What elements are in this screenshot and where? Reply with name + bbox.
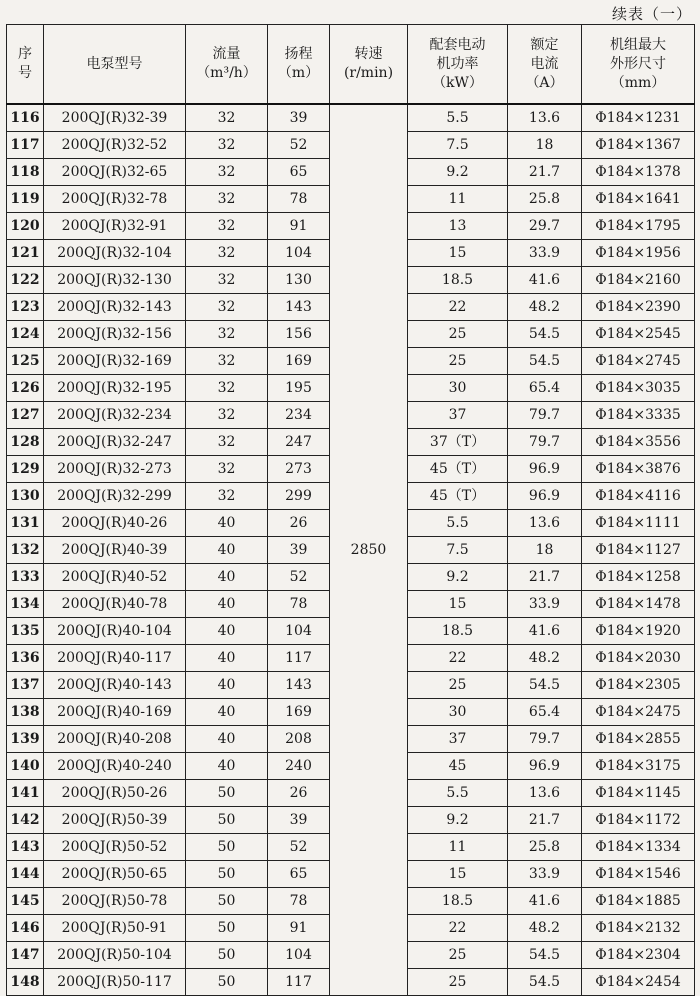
cell-current: 79.7 [508, 402, 582, 429]
cell-flow: 32 [186, 213, 268, 240]
cell-model: 200QJ(R)50-26 [44, 780, 186, 807]
cell-model: 200QJ(R)32-247 [44, 429, 186, 456]
cell-seq: 136 [7, 645, 44, 672]
cell-flow: 40 [186, 564, 268, 591]
cell-head: 130 [268, 267, 330, 294]
cell-seq: 140 [7, 753, 44, 780]
cell-flow: 32 [186, 456, 268, 483]
cell-current: 13.6 [508, 780, 582, 807]
cell-power: 11 [408, 834, 508, 861]
cell-dimensions: Φ184×2545 [582, 321, 695, 348]
cell-dimensions: Φ184×3335 [582, 402, 695, 429]
cell-dimensions: Φ184×2304 [582, 942, 695, 969]
cell-power: 37 [408, 402, 508, 429]
cell-head: 104 [268, 240, 330, 267]
cell-dimensions: Φ184×1127 [582, 537, 695, 564]
cell-seq: 125 [7, 348, 44, 375]
cell-model: 200QJ(R)32-52 [44, 132, 186, 159]
cell-model: 200QJ(R)32-195 [44, 375, 186, 402]
cell-flow: 50 [186, 834, 268, 861]
header-current [508, 25, 582, 105]
cell-model: 200QJ(R)50-39 [44, 807, 186, 834]
cell-seq: 126 [7, 375, 44, 402]
cell-head: 39 [268, 537, 330, 564]
cell-dimensions: Φ184×2454 [582, 969, 695, 996]
cell-power: 5.5 [408, 780, 508, 807]
cell-current: 65.4 [508, 375, 582, 402]
cell-head: 65 [268, 159, 330, 186]
cell-seq: 148 [7, 969, 44, 996]
cell-flow: 32 [186, 240, 268, 267]
cell-dimensions: Φ184×1258 [582, 564, 695, 591]
cell-model: 200QJ(R)32-143 [44, 294, 186, 321]
cell-dimensions: Φ184×1172 [582, 807, 695, 834]
cell-current: 13.6 [508, 510, 582, 537]
cell-head: 117 [268, 969, 330, 996]
cell-flow: 32 [186, 294, 268, 321]
cell-dimensions: Φ184×3035 [582, 375, 695, 402]
cell-flow: 32 [186, 104, 268, 132]
cell-seq: 145 [7, 888, 44, 915]
cell-seq: 117 [7, 132, 44, 159]
cell-current: 21.7 [508, 159, 582, 186]
header-dimensions [582, 25, 695, 105]
cell-flow: 32 [186, 267, 268, 294]
cell-current: 96.9 [508, 753, 582, 780]
cell-current: 25.8 [508, 834, 582, 861]
header-model [44, 25, 186, 105]
header-current-line: 电流 [530, 55, 559, 72]
cell-power: 7.5 [408, 132, 508, 159]
cell-power: 30 [408, 375, 508, 402]
cell-dimensions: Φ184×2160 [582, 267, 695, 294]
cell-dimensions: Φ184×1546 [582, 861, 695, 888]
cell-power: 45（T） [408, 483, 508, 510]
cell-model: 200QJ(R)32-91 [44, 213, 186, 240]
cell-model: 200QJ(R)50-117 [44, 969, 186, 996]
cell-model: 200QJ(R)40-240 [44, 753, 186, 780]
cell-flow: 50 [186, 915, 268, 942]
cell-power: 30 [408, 699, 508, 726]
cell-current: 18 [508, 537, 582, 564]
cell-seq: 123 [7, 294, 44, 321]
cell-dimensions: Φ184×1334 [582, 834, 695, 861]
cell-power: 9.2 [408, 564, 508, 591]
continued-label: 续表（一） [611, 5, 692, 23]
cell-dimensions: Φ184×1956 [582, 240, 695, 267]
cell-model: 200QJ(R)40-26 [44, 510, 186, 537]
cell-flow: 32 [186, 483, 268, 510]
cell-current: 18 [508, 132, 582, 159]
header-power-line: （kW） [432, 74, 483, 91]
cell-seq: 121 [7, 240, 44, 267]
cell-dimensions: Φ184×2305 [582, 672, 695, 699]
cell-model: 200QJ(R)40-39 [44, 537, 186, 564]
cell-power: 37（T） [408, 429, 508, 456]
cell-head: 39 [268, 104, 330, 132]
cell-head: 169 [268, 699, 330, 726]
cell-seq: 118 [7, 159, 44, 186]
cell-dimensions: Φ184×1795 [582, 213, 695, 240]
cell-dimensions: Φ184×2030 [582, 645, 695, 672]
cell-power: 25 [408, 321, 508, 348]
cell-model: 200QJ(R)32-234 [44, 402, 186, 429]
cell-current: 41.6 [508, 267, 582, 294]
cell-current: 79.7 [508, 726, 582, 753]
cell-current: 29.7 [508, 213, 582, 240]
cell-dimensions: Φ184×2390 [582, 294, 695, 321]
cell-head: 299 [268, 483, 330, 510]
cell-flow: 40 [186, 591, 268, 618]
cell-current: 48.2 [508, 294, 582, 321]
cell-model: 200QJ(R)50-78 [44, 888, 186, 915]
cell-head: 104 [268, 942, 330, 969]
header-dimensions-line: 外形尺寸 [610, 55, 666, 72]
cell-model: 200QJ(R)32-78 [44, 186, 186, 213]
header-seq-line: 号 [18, 65, 32, 81]
header-speed-line: 转速 [354, 46, 383, 62]
cell-seq: 122 [7, 267, 44, 294]
cell-head: 52 [268, 132, 330, 159]
cell-seq: 132 [7, 537, 44, 564]
cell-power: 25 [408, 942, 508, 969]
cell-flow: 40 [186, 726, 268, 753]
header-seq-line: 序 [18, 46, 32, 62]
header-model-line: 电泵型号 [86, 55, 143, 72]
cell-dimensions: Φ184×2855 [582, 726, 695, 753]
header-flow-line: （m³/h） [196, 65, 257, 81]
cell-seq: 130 [7, 483, 44, 510]
cell-flow: 40 [186, 753, 268, 780]
cell-seq: 141 [7, 780, 44, 807]
cell-model: 200QJ(R)40-78 [44, 591, 186, 618]
cell-head: 26 [268, 510, 330, 537]
cell-seq: 116 [7, 104, 44, 132]
cell-model: 200QJ(R)40-52 [44, 564, 186, 591]
cell-flow: 32 [186, 429, 268, 456]
cell-power: 25 [408, 969, 508, 996]
cell-current: 65.4 [508, 699, 582, 726]
header-dimensions-line: 机组最大 [610, 36, 666, 53]
header-speed-line: (r/min) [343, 65, 394, 81]
cell-dimensions: Φ184×1111 [582, 510, 695, 537]
header-current-line: 额定 [530, 36, 559, 53]
header-power-line: 机功率 [436, 55, 479, 72]
cell-dimensions: Φ184×1367 [582, 132, 695, 159]
cell-current: 79.7 [508, 429, 582, 456]
table-row [7, 104, 695, 132]
cell-dimensions: Φ184×1641 [582, 186, 695, 213]
header-head-line: 扬程 [284, 46, 313, 62]
cell-flow: 50 [186, 942, 268, 969]
cell-current: 13.6 [508, 104, 582, 132]
cell-seq: 137 [7, 672, 44, 699]
header-speed [330, 25, 408, 105]
cell-model: 200QJ(R)50-65 [44, 861, 186, 888]
cell-head: 234 [268, 402, 330, 429]
cell-flow: 40 [186, 645, 268, 672]
cell-head: 240 [268, 753, 330, 780]
cell-power: 22 [408, 294, 508, 321]
cell-flow: 32 [186, 348, 268, 375]
cell-flow: 32 [186, 132, 268, 159]
cell-flow: 32 [186, 159, 268, 186]
cell-dimensions: Φ184×2745 [582, 348, 695, 375]
cell-flow: 40 [186, 618, 268, 645]
cell-dimensions: Φ184×3556 [582, 429, 695, 456]
cell-power: 18.5 [408, 267, 508, 294]
header-seq [7, 25, 44, 105]
cell-head: 117 [268, 645, 330, 672]
cell-current: 48.2 [508, 645, 582, 672]
cell-seq: 143 [7, 834, 44, 861]
cell-flow: 50 [186, 780, 268, 807]
cell-dimensions: Φ184×1478 [582, 591, 695, 618]
cell-model: 200QJ(R)32-65 [44, 159, 186, 186]
cell-seq: 127 [7, 402, 44, 429]
header-flow [186, 25, 268, 105]
cell-current: 96.9 [508, 483, 582, 510]
cell-seq: 144 [7, 861, 44, 888]
cell-model: 200QJ(R)32-169 [44, 348, 186, 375]
cell-model: 200QJ(R)32-273 [44, 456, 186, 483]
cell-flow: 50 [186, 807, 268, 834]
cell-head: 52 [268, 564, 330, 591]
cell-head: 26 [268, 780, 330, 807]
cell-power: 9.2 [408, 807, 508, 834]
cell-flow: 32 [186, 402, 268, 429]
header-flow-line: 流量 [212, 46, 241, 62]
cell-flow: 50 [186, 861, 268, 888]
cell-model: 200QJ(R)40-169 [44, 699, 186, 726]
cell-current: 25.8 [508, 186, 582, 213]
cell-head: 78 [268, 186, 330, 213]
cell-head: 91 [268, 213, 330, 240]
cell-model: 200QJ(R)32-299 [44, 483, 186, 510]
pump-spec-table [6, 24, 695, 996]
cell-current: 54.5 [508, 942, 582, 969]
cell-power: 11 [408, 186, 508, 213]
cell-seq: 135 [7, 618, 44, 645]
cell-power: 45 [408, 753, 508, 780]
cell-current: 54.5 [508, 321, 582, 348]
cell-head: 143 [268, 672, 330, 699]
cell-flow: 32 [186, 186, 268, 213]
cell-power: 18.5 [408, 888, 508, 915]
cell-head: 208 [268, 726, 330, 753]
cell-seq: 138 [7, 699, 44, 726]
cell-power: 5.5 [408, 104, 508, 132]
cell-head: 52 [268, 834, 330, 861]
cell-power: 25 [408, 348, 508, 375]
cell-power: 15 [408, 591, 508, 618]
cell-model: 200QJ(R)40-117 [44, 645, 186, 672]
cell-seq: 139 [7, 726, 44, 753]
cell-head: 156 [268, 321, 330, 348]
cell-dimensions: Φ184×1231 [582, 104, 695, 132]
cell-seq: 120 [7, 213, 44, 240]
cell-flow: 32 [186, 321, 268, 348]
cell-seq: 146 [7, 915, 44, 942]
cell-flow: 40 [186, 699, 268, 726]
cell-model: 200QJ(R)40-208 [44, 726, 186, 753]
cell-model: 200QJ(R)32-104 [44, 240, 186, 267]
cell-dimensions: Φ184×1145 [582, 780, 695, 807]
cell-current: 33.9 [508, 861, 582, 888]
cell-current: 41.6 [508, 618, 582, 645]
cell-dimensions: Φ184×3175 [582, 753, 695, 780]
cell-head: 91 [268, 915, 330, 942]
cell-current: 33.9 [508, 240, 582, 267]
cell-head: 78 [268, 888, 330, 915]
cell-dimensions: Φ184×4116 [582, 483, 695, 510]
cell-power: 7.5 [408, 537, 508, 564]
cell-model: 200QJ(R)32-156 [44, 321, 186, 348]
cell-power: 45（T） [408, 456, 508, 483]
cell-dimensions: Φ184×1920 [582, 618, 695, 645]
cell-power: 22 [408, 645, 508, 672]
cell-head: 39 [268, 807, 330, 834]
header-head [268, 25, 330, 105]
cell-current: 48.2 [508, 915, 582, 942]
cell-flow: 40 [186, 672, 268, 699]
cell-flow: 50 [186, 969, 268, 996]
cell-power: 18.5 [408, 618, 508, 645]
cell-current: 21.7 [508, 807, 582, 834]
cell-model: 200QJ(R)50-52 [44, 834, 186, 861]
cell-current: 96.9 [508, 456, 582, 483]
header-power-line: 配套电动 [429, 36, 486, 53]
cell-flow: 32 [186, 375, 268, 402]
cell-head: 247 [268, 429, 330, 456]
cell-power: 9.2 [408, 159, 508, 186]
cell-current: 41.6 [508, 888, 582, 915]
cell-power: 37 [408, 726, 508, 753]
cell-power: 15 [408, 861, 508, 888]
cell-seq: 133 [7, 564, 44, 591]
cell-model: 200QJ(R)50-104 [44, 942, 186, 969]
cell-seq: 147 [7, 942, 44, 969]
cell-power: 22 [408, 915, 508, 942]
cell-model: 200QJ(R)32-39 [44, 104, 186, 132]
cell-dimensions: Φ184×2475 [582, 699, 695, 726]
header-current-line: （A） [525, 74, 564, 91]
cell-current: 54.5 [508, 672, 582, 699]
cell-model: 200QJ(R)50-91 [44, 915, 186, 942]
cell-power: 25 [408, 672, 508, 699]
cell-seq: 129 [7, 456, 44, 483]
cell-head: 273 [268, 456, 330, 483]
cell-head: 169 [268, 348, 330, 375]
cell-dimensions: Φ184×3876 [582, 456, 695, 483]
cell-dimensions: Φ184×1885 [582, 888, 695, 915]
cell-model: 200QJ(R)40-104 [44, 618, 186, 645]
table-header-row [7, 25, 695, 105]
cell-head: 104 [268, 618, 330, 645]
cell-current: 54.5 [508, 969, 582, 996]
cell-seq: 124 [7, 321, 44, 348]
cell-seq: 128 [7, 429, 44, 456]
cell-head: 195 [268, 375, 330, 402]
cell-power: 5.5 [408, 510, 508, 537]
header-head-line: （m） [277, 65, 320, 81]
cell-seq: 142 [7, 807, 44, 834]
cell-flow: 50 [186, 888, 268, 915]
cell-head: 143 [268, 294, 330, 321]
header-power [408, 25, 508, 105]
cell-power: 15 [408, 240, 508, 267]
cell-model: 200QJ(R)40-143 [44, 672, 186, 699]
cell-seq: 119 [7, 186, 44, 213]
table-body [7, 104, 695, 996]
cell-power: 13 [408, 213, 508, 240]
cell-speed: 2850 [330, 104, 408, 996]
cell-flow: 40 [186, 537, 268, 564]
cell-dimensions: Φ184×2132 [582, 915, 695, 942]
cell-seq: 134 [7, 591, 44, 618]
cell-current: 54.5 [508, 348, 582, 375]
cell-current: 21.7 [508, 564, 582, 591]
cell-head: 78 [268, 591, 330, 618]
cell-dimensions: Φ184×1378 [582, 159, 695, 186]
cell-seq: 131 [7, 510, 44, 537]
cell-model: 200QJ(R)32-130 [44, 267, 186, 294]
cell-current: 33.9 [508, 591, 582, 618]
header-dimensions-line: （mm） [610, 74, 666, 91]
cell-head: 65 [268, 861, 330, 888]
cell-flow: 40 [186, 510, 268, 537]
